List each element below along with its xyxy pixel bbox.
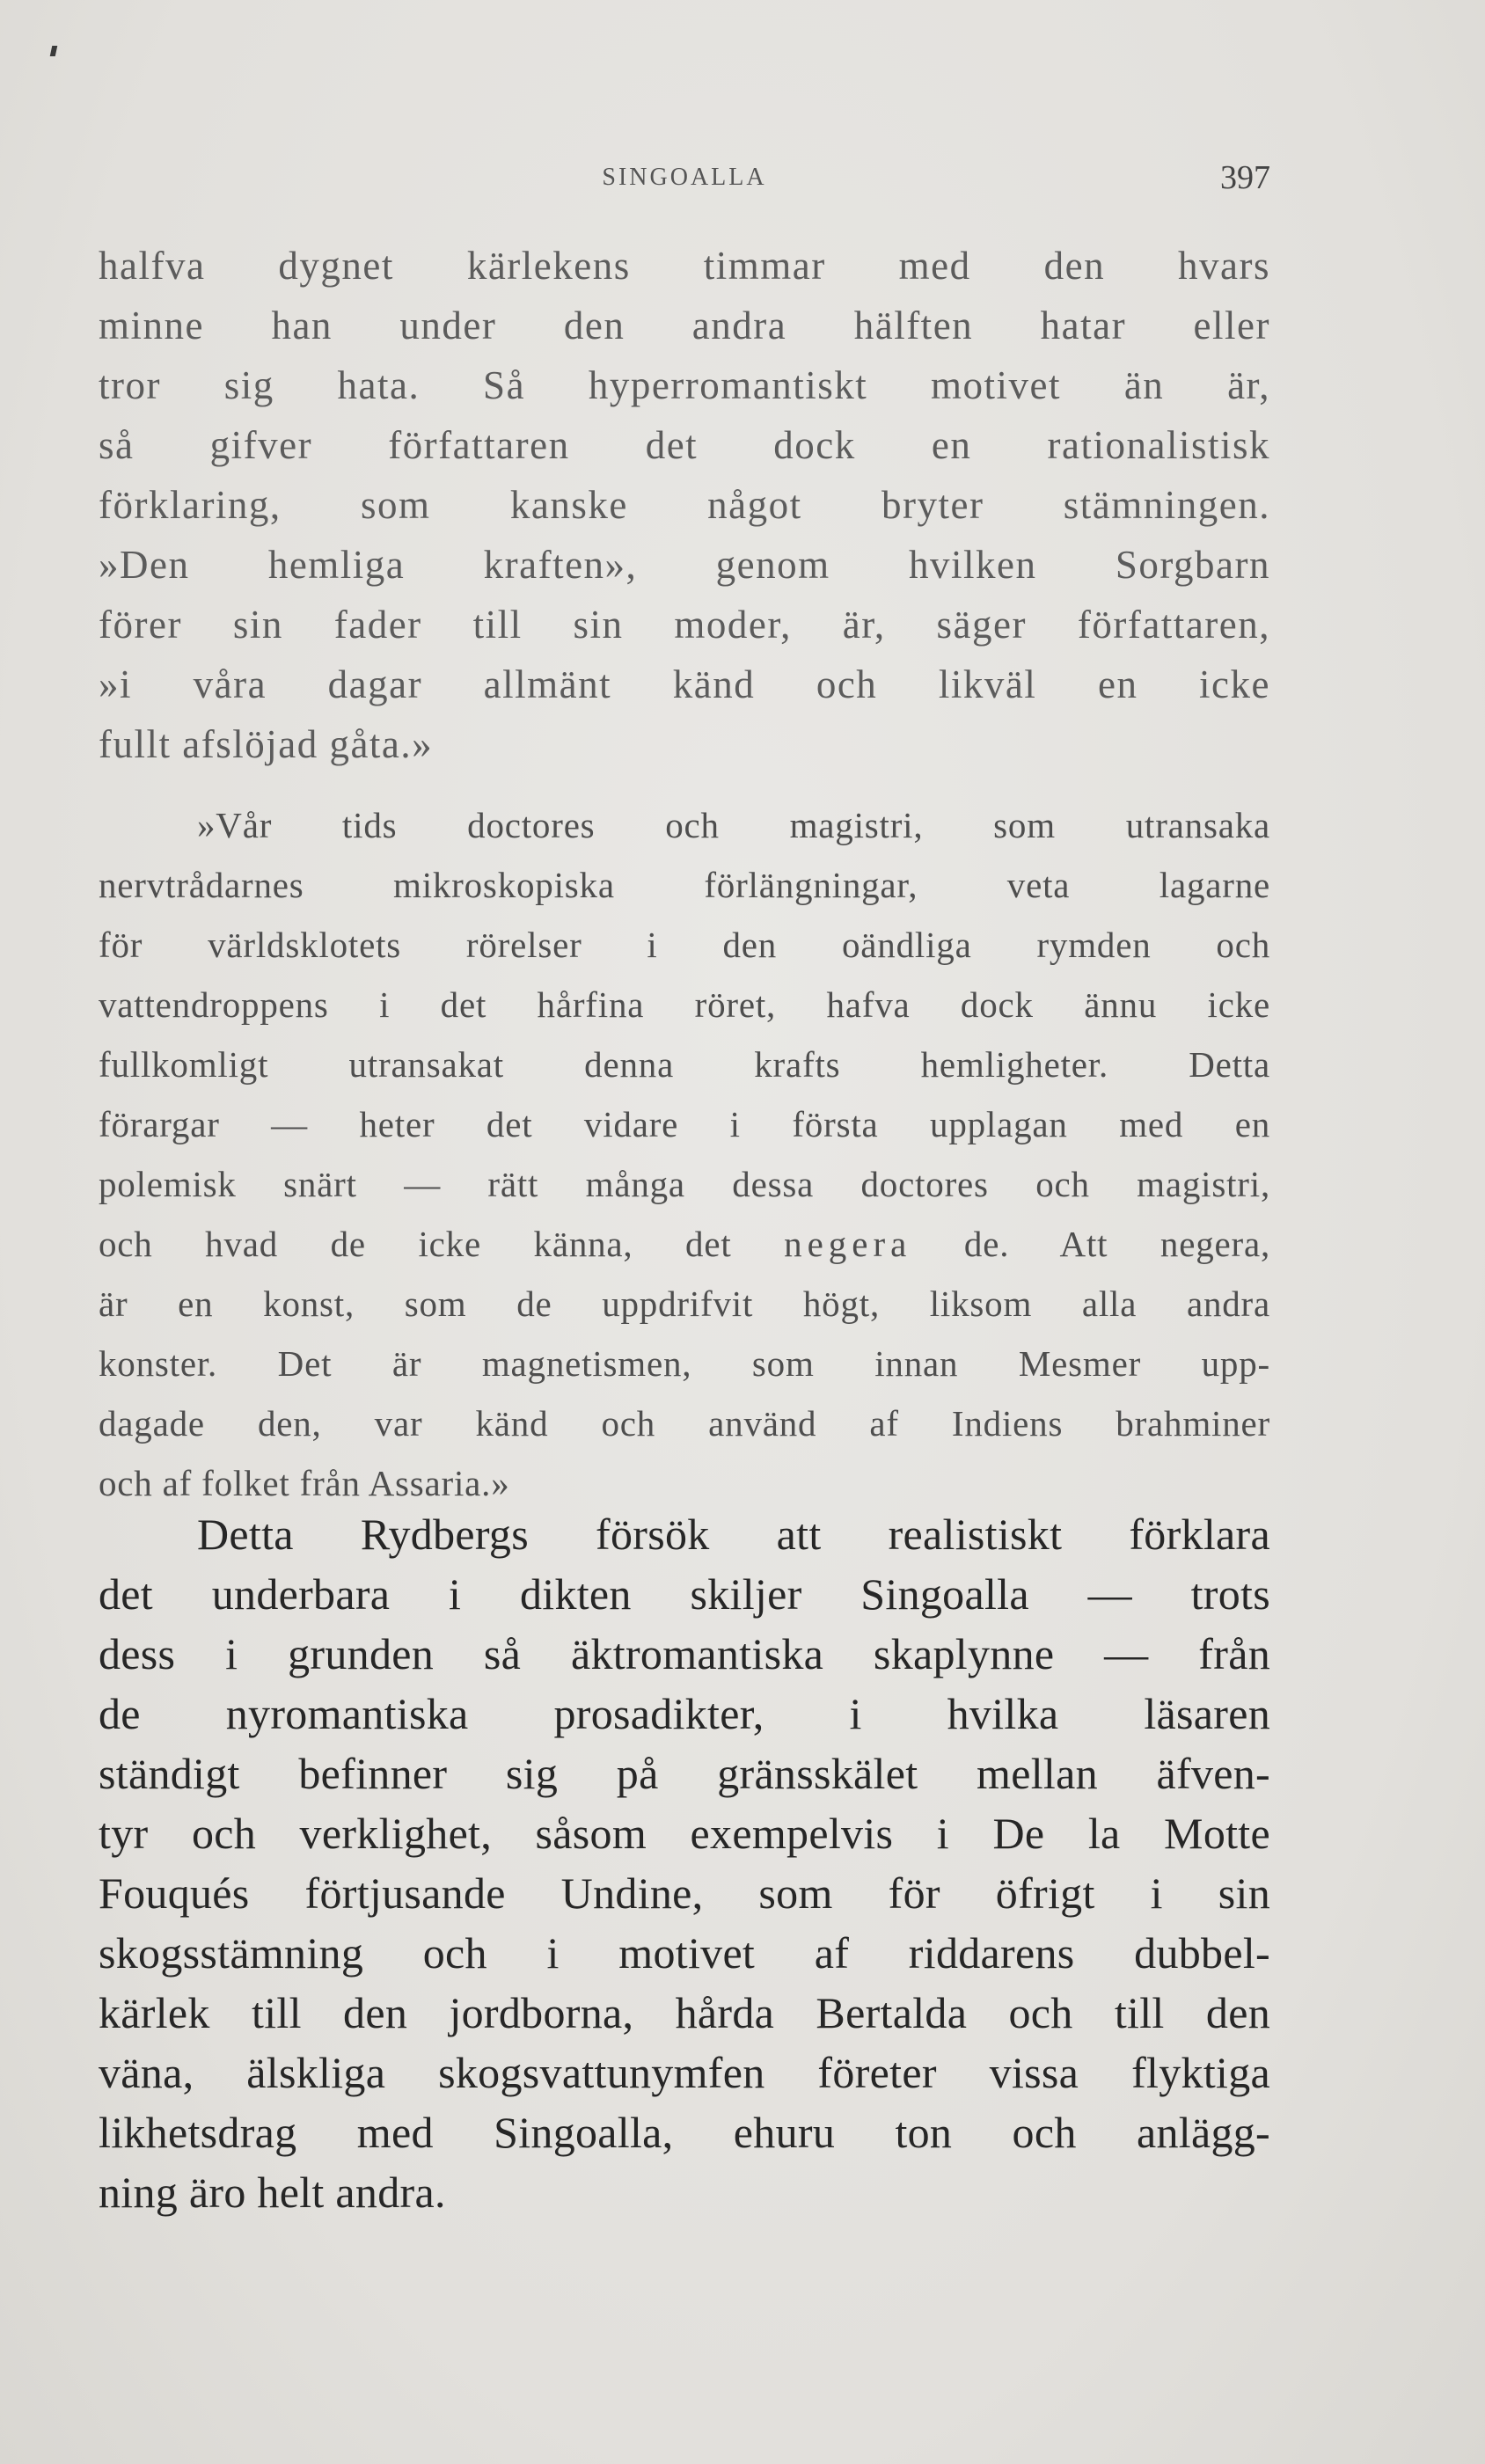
text-line: för världsklotets rörelser i den oändliga rymden och [99,925,1270,965]
text-line: tror sig hata. Så hyperromantiskt motivet än är, [99,363,1270,407]
text-line: ständigt befinner sig på gränsskälet mellan äfven- [99,1749,1270,1798]
text-line: vattendroppens i det hårfina röret, hafva dock ännu icke [99,984,1270,1025]
text-line: dess i grunden så äktromantiska skaplynne — från [99,1629,1270,1678]
text-line: ning äro helt andra. [99,2168,446,2217]
spaced-emphasis: negera [784,1224,912,1264]
text-line: Fouqués förtjusande Undine, som för öfrigt i sin [99,1868,1270,1918]
text-line: förklaring, som kanske något bryter stämningen. [99,483,1270,527]
quoted-passage [99,795,1270,1513]
text-line-emphasis [99,1214,1270,1274]
text-line: minne han under den andra hälften hatar eller [99,303,1270,347]
page-number: 397 [1220,159,1270,196]
text-line: det underbara i dikten skiljer Singoalla — trots [99,1569,1270,1619]
text-line: halfva dygnet kärlekens timmar med den hvars [99,244,1270,288]
text-line: tyr och verklighet, såsom exempelvis i De la Motte [99,1809,1270,1858]
text-line: förer sin fader till sin moder, är, säger författaren, [99,603,1270,647]
page-header [99,159,1270,199]
text-segment: de. Att negera, [911,1224,1270,1264]
text-line: »Vår tids doctores och magistri, som utransaka [197,805,1270,845]
text-line: de nyromantiska prosadikter, i hvilka läsaren [99,1689,1270,1738]
text-line: nervtrådarnes mikroskopiska förlängningar, veta lagarne [99,865,1270,905]
text-line: och af folket från Assaria.» [99,1463,510,1503]
text-line: konster. Det är magnetismen, som innan Mesmer upp- [99,1343,1270,1384]
text-line: är en konst, som de uppdrifvit högt, liksom alla andra [99,1283,1270,1324]
text-line: så gifver författaren det dock en rationalistisk [99,423,1270,467]
text-line: förargar — heter det vidare i första upplagan med en [99,1104,1270,1144]
text-line: fullkomligt utransakat denna krafts hemligheter. Detta [99,1044,1270,1085]
paragraph-3 [99,1504,1270,2222]
text-segment: och hvad de icke känna, det [99,1224,785,1264]
text-line: skogsstämning och i motivet af riddarens dubbel- [99,1928,1270,1978]
text-line: »Den hemliga kraften», genom hvilken Sorgbarn [99,543,1270,587]
text-line: fullt afslöjad gåta.» [99,722,434,766]
text-line: kärlek till den jordborna, hårda Bertalda och till den [99,1988,1270,2037]
paragraph-1 [99,236,1270,774]
text-line: »i våra dagar allmänt känd och likväl en icke [99,662,1270,706]
running-title: SINGOALLA [602,164,767,191]
text-line: likhetsdrag med Singoalla, ehuru ton och anlägg- [99,2108,1270,2157]
text-line: Detta Rydbergs försök att realistiskt förklara [197,1510,1270,1559]
text-line: väna, älskliga skogsvattunymfen företer vissa flyktiga [99,2048,1270,2097]
ink-mark [50,46,58,56]
text-line: polemisk snärt — rätt många dessa doctores och magistri, [99,1164,1270,1204]
text-line: dagade den, var känd och använd af Indiens brahminer [99,1403,1270,1444]
